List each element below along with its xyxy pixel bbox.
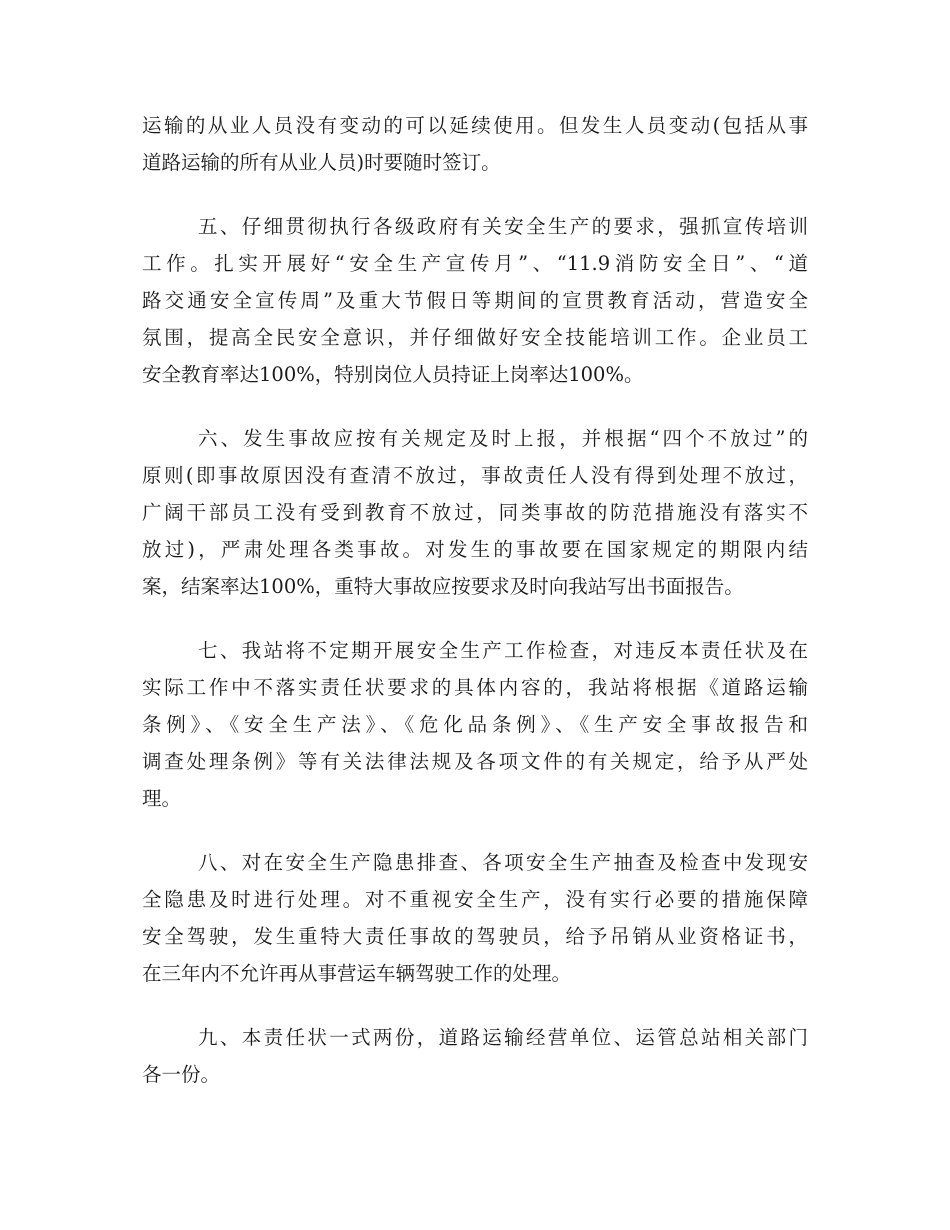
- text-line: 原则(即事故原因没有查清不放过，事故责任人没有得到处理不放过，: [142, 464, 808, 487]
- text-line: 安全教育率达100%，特别岗位人员持证上岗率达100%。: [142, 363, 644, 386]
- text-line: 全隐患及时进行处理。对不重视安全生产，没有实行必要的措施保障: [142, 888, 808, 911]
- text-line: 案，结案率达100%，重特大事故应按要求及时向我站写出书面报告。: [142, 575, 744, 598]
- text-line: 实际工作中不落实责任状要求的具体内容的，我站将根据《道路运输: [142, 676, 808, 699]
- paragraph-item-9: [142, 1019, 808, 1093]
- paragraph-item-5: [142, 208, 808, 393]
- text-line: 条例》、《安全生产法》、《危化品条例》、《生产安全事故报告和: [142, 713, 808, 736]
- paragraph-item-8: [142, 844, 808, 992]
- paragraph-item-6: [142, 420, 808, 605]
- text-line: 七、我站将不定期开展安全生产工作检查，对违反本责任状及在: [198, 639, 808, 662]
- text-line: 各一份。: [142, 1063, 221, 1086]
- text-line: 工作。扎实开展好“安全生产宣传月”、“11.9消防安全日”、“道: [142, 252, 808, 275]
- text-line: 理。: [142, 787, 182, 810]
- text-line: 九、本责任状一式两份，道路运输经营单位、运管总站相关部门: [198, 1026, 808, 1049]
- text-line: 氛围，提高全民安全意识，并仔细做好安全技能培训工作。企业员工: [142, 326, 808, 349]
- text-line: 放过)，严肃处理各类事故。对发生的事故要在国家规定的期限内结: [142, 538, 808, 561]
- text-line: 五、仔细贯彻执行各级政府有关安全生产的要求，强抓宣传培训: [198, 215, 808, 238]
- document-body: [142, 107, 808, 1120]
- paragraph-item-7: [142, 632, 808, 817]
- text-line: 路交通安全宣传周”及重大节假日等期间的宣贯教育活动，营造安全: [142, 289, 808, 312]
- text-line: 广阔干部员工没有受到教育不放过，同类事故的防范措施没有落实不: [142, 501, 808, 524]
- text-line: 调查处理条例》等有关法律法规及各项文件的有关规定，给予从严处: [142, 750, 808, 773]
- paragraph-continuation: [142, 107, 808, 181]
- text-line: 在三年内不允许再从事营运车辆驾驶工作的处理。: [142, 962, 572, 985]
- text-line: 六、发生事故应按有关规定及时上报，并根据“四个不放过”的: [198, 427, 808, 450]
- text-line: 安全驾驶，发生重特大责任事故的驾驶员，给予吊销从业资格证书，: [142, 925, 808, 948]
- text-line: 运输的从业人员没有变动的可以延续使用。但发生人员变动(包括从事: [142, 114, 808, 137]
- text-line: 八、对在安全生产隐患排查、各项安全生产抽查及检查中发现安: [198, 851, 808, 874]
- text-line: 道路运输的所有从业人员)时要随时签订。: [142, 151, 501, 174]
